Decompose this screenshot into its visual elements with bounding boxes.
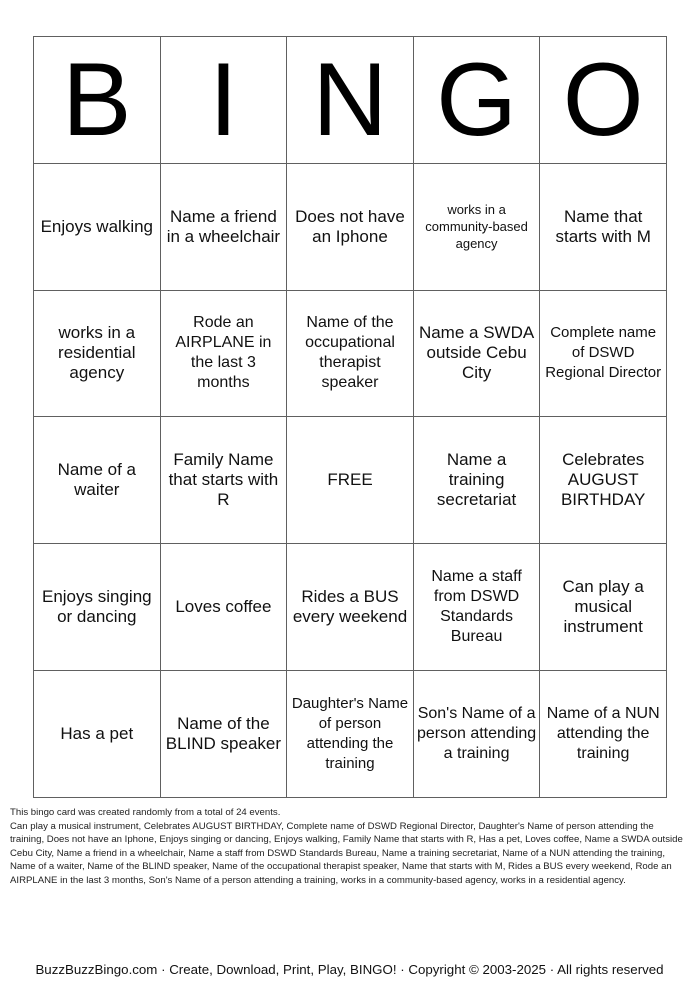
notes-events-list: Can play a musical instrument, Celebrates AUGUST BIRTHDAY, Complete name of DSWD Regional Director, Daughter's Name of person attending the training, Does not have an Iphone, Enjoys singing or dancing, Enjoys walking, Family Name that starts with R, Has a pet, Loves coffee, Name a SWDA outside Cebu City, Name a friend in a wheelchair, Name a staff from DSWD Standards Bureau, Name a training secretariat, Name of a NUN attending the training, Name of a waiter, Name of the BLIND speaker, Name of the occupational therapist speaker, Name that starts with M, Rides a BUS every weekend, Rode an AIRPLANE in the last 3 months, Son's Name of a person attending a training, works in a community-based agency, works in a residential agency. (10, 820, 683, 886)
bingo-cell: Celebrates AUGUST BIRTHDAY (540, 417, 667, 544)
bingo-cell: works in a residential agency (34, 290, 161, 417)
card-row (34, 290, 667, 417)
bingo-cell: Has a pet (34, 670, 161, 797)
header-letter-o: O (540, 37, 667, 164)
card-row (34, 163, 667, 290)
bingo-cell: Name a training secretariat (413, 417, 540, 544)
bingo-cell: Enjoys walking (34, 163, 161, 290)
card-row (34, 417, 667, 544)
bingo-cell: Son's Name of a person attending a training (413, 670, 540, 797)
bingo-cell: Name a SWDA outside Cebu City (413, 290, 540, 417)
bingo-card (33, 36, 667, 798)
bingo-cell: Family Name that starts with R (160, 417, 287, 544)
bingo-cell: Name of the BLIND speaker (160, 670, 287, 797)
bingo-cell: Name of the occupational therapist speaker (287, 290, 414, 417)
free-space-cell: FREE (287, 417, 414, 544)
bingo-cell: Rode an AIRPLANE in the last 3 months (160, 290, 287, 417)
bingo-cell: works in a community-based agency (413, 163, 540, 290)
bingo-cell: Name that starts with M (540, 163, 667, 290)
bingo-cell: Enjoys singing or dancing (34, 544, 161, 671)
notes-intro: This bingo card was created randomly from a total of 24 events. (10, 807, 281, 818)
bingo-cell: Rides a BUS every weekend (287, 544, 414, 671)
bingo-cell: Name of a NUN attending the training (540, 670, 667, 797)
bingo-cell: Can play a musical instrument (540, 544, 667, 671)
bingo-cell: Daughter's Name of person attending the training (287, 670, 414, 797)
header-letter-n: N (287, 37, 414, 164)
bingo-cell: Loves coffee (160, 544, 287, 671)
card-row (34, 544, 667, 671)
header-letter-b: B (34, 37, 161, 164)
header-row (34, 37, 667, 164)
header-letter-i: I (160, 37, 287, 164)
bingo-cell: Name a friend in a wheelchair (160, 163, 287, 290)
card-notes (10, 806, 690, 888)
card-row (34, 670, 667, 797)
bingo-cell: Does not have an Iphone (287, 163, 414, 290)
bingo-cell: Name a staff from DSWD Standards Bureau (413, 544, 540, 671)
bingo-cell: Name of a waiter (34, 417, 161, 544)
page-footer: BuzzBuzzBingo.com · Create, Download, Print, Play, BINGO! · Copyright © 2003-2025 · All rights reserved (35, 962, 664, 977)
bingo-cell: Complete name of DSWD Regional Director (540, 290, 667, 417)
header-letter-g: G (413, 37, 540, 164)
